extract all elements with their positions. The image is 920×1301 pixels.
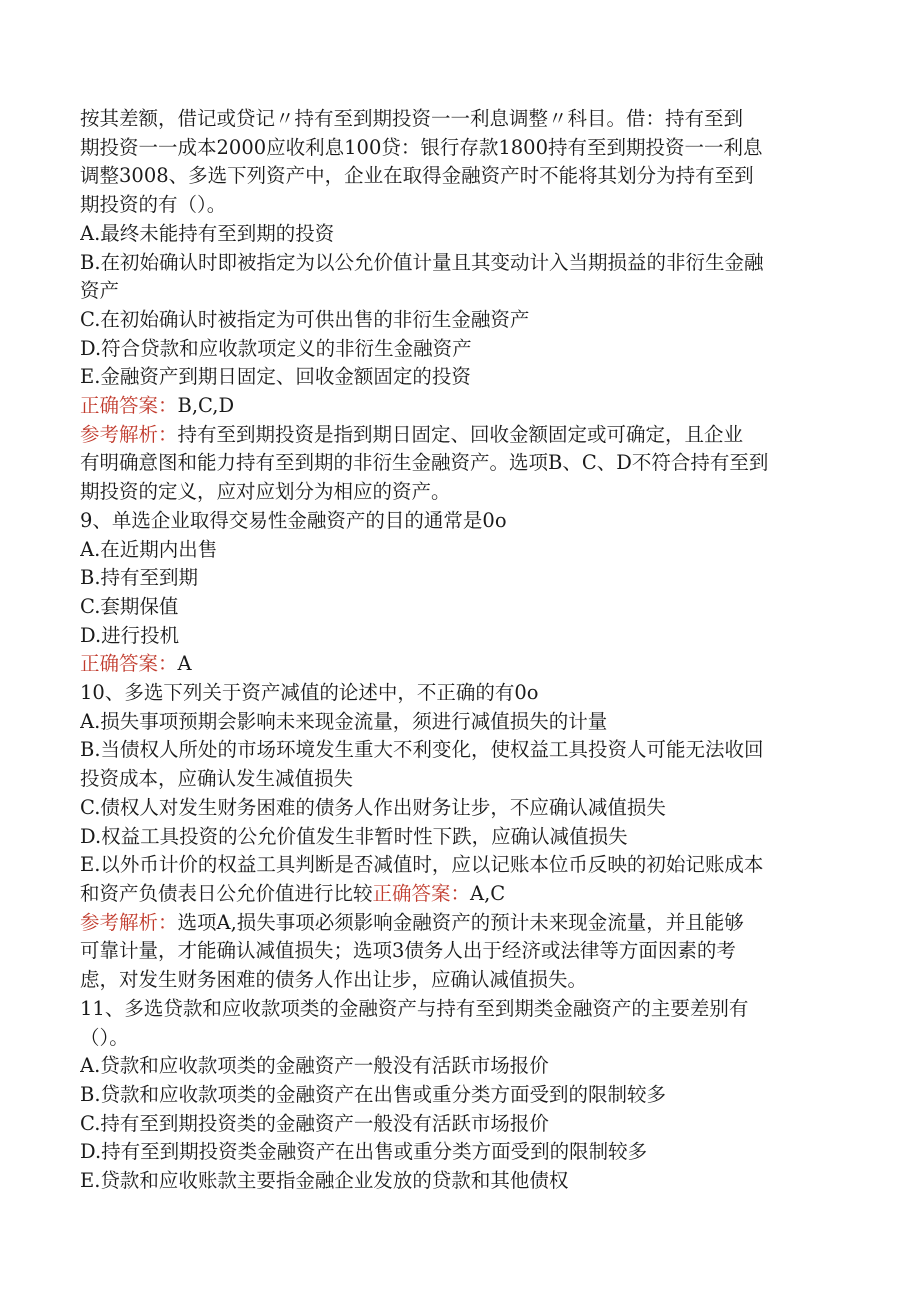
question-11: 11、多选贷款和应收款项类的金融资产与持有至到期类金融资产的主要差别有 — [80, 996, 749, 1020]
text-line: 按其差额，借记或贷记〃持有至到期投资一一利息调整〃科目。借：持有至到 — [80, 107, 744, 130]
answer-value: A — [177, 652, 192, 676]
option-a: A.在近期内出售 — [80, 537, 218, 561]
option-e-continued — [80, 880, 860, 909]
option-b: B.持有至到期 — [80, 566, 199, 590]
question-10: 10、多选下列关于资产减值的论述中，不正确的有0o — [80, 681, 539, 705]
explanation-label: 参考解析： — [80, 422, 178, 446]
option-b-continued: 资产 — [80, 279, 120, 303]
option-a: A.损失事项预期会影响未来现金流量，须进行减值损失的计量 — [80, 709, 608, 733]
answer-label: 正确答案： — [80, 652, 178, 676]
question-9: 9、单选企业取得交易性金融资产的目的通常是0o — [80, 508, 507, 532]
option-c: C.债权人对发生财务困难的债务人作出财务让步，不应确认减值损失 — [80, 795, 666, 819]
answer-value: A,C — [470, 881, 506, 905]
option-c: C.在初始确认时被指定为可供出售的非衍生金融资产 — [80, 307, 530, 331]
answer-line — [80, 650, 860, 679]
text-line: 可靠计量，才能确认减值损失；选项3债务人出于经济或法律等方面因素的考 — [80, 939, 736, 963]
question-11-continued: （）。 — [80, 1025, 129, 1049]
text-line: 期投资的有（）。 — [80, 193, 227, 217]
option-b: B.当债权人所处的市场环境发生重大不利变化，使权益工具投资人可能无法收回 — [80, 738, 764, 762]
answer-label: 正确答案： — [80, 394, 178, 418]
text-line: 期投资一一成本2000应收利息100贷：银行存款1800持有至到期投资一一利息 — [80, 135, 763, 159]
option-b: B.贷款和应收款项类的金融资产在出售或重分类方面受到的限制较多 — [80, 1082, 667, 1106]
text-line: 有明确意图和能力持有至到期的非衍生金融资产。选项B、C、D不符合持有至到 — [80, 451, 769, 475]
explanation-text: 持有至到期投资是指到期日固定、回收金额固定或可确定，且企业 — [177, 422, 744, 446]
option-d: D.权益工具投资的公允价值发生非暂时性下跌，应确认减值损失 — [80, 824, 628, 848]
explanation-line — [80, 909, 860, 938]
option-e: E.金融资产到期日固定、回收金额固定的投资 — [80, 365, 471, 389]
explanation-line — [80, 421, 860, 450]
option-d: D.持有至到期投资类金融资产在出售或重分类方面受到的限制较多 — [80, 1140, 648, 1164]
text-line: 虑，对发生财务困难的债务人作出让步，应确认减值损失。 — [80, 968, 588, 992]
option-a: A.最终未能持有至到期的投资 — [80, 221, 335, 245]
option-e-tail: 和资产负债表日公允价值进行比较 — [80, 881, 373, 905]
option-e: E.贷款和应收账款主要指金融企业发放的贷款和其他债权 — [80, 1169, 569, 1193]
option-d: D.进行投机 — [80, 623, 180, 647]
text-line: 期投资的定义，应对应划分为相应的资产。 — [80, 480, 451, 504]
answer-value: B,C,D — [177, 394, 235, 418]
option-c: C.持有至到期投资类的金融资产一般没有活跃市场报价 — [80, 1111, 549, 1135]
option-d: D.符合贷款和应收款项定义的非衍生金融资产 — [80, 336, 472, 360]
option-e: E.以外币计价的权益工具判断是否减值时，应以记账本位币反映的初始记账成本 — [80, 853, 764, 877]
option-a: A.贷款和应收款项类的金融资产一般没有活跃市场报价 — [80, 1054, 549, 1078]
explanation-text: 选项A,损失事项必须影响金融资产的预计未来现金流量，并且能够 — [177, 910, 744, 934]
answer-label: 正确答案： — [372, 881, 471, 905]
explanation-label: 参考解析： — [80, 910, 178, 934]
answer-line — [80, 392, 860, 421]
option-b: B.在初始确认时即被指定为以公允价值计量且其变动计入当期损益的非衍生金融 — [80, 250, 764, 274]
text-line: 调整3008、多选下列资产中，企业在取得金融资产时不能将其划分为持有至到 — [80, 164, 754, 188]
option-b-continued: 投资成本，应确认发生减值损失 — [80, 767, 354, 791]
option-c: C.套期保值 — [80, 594, 179, 618]
